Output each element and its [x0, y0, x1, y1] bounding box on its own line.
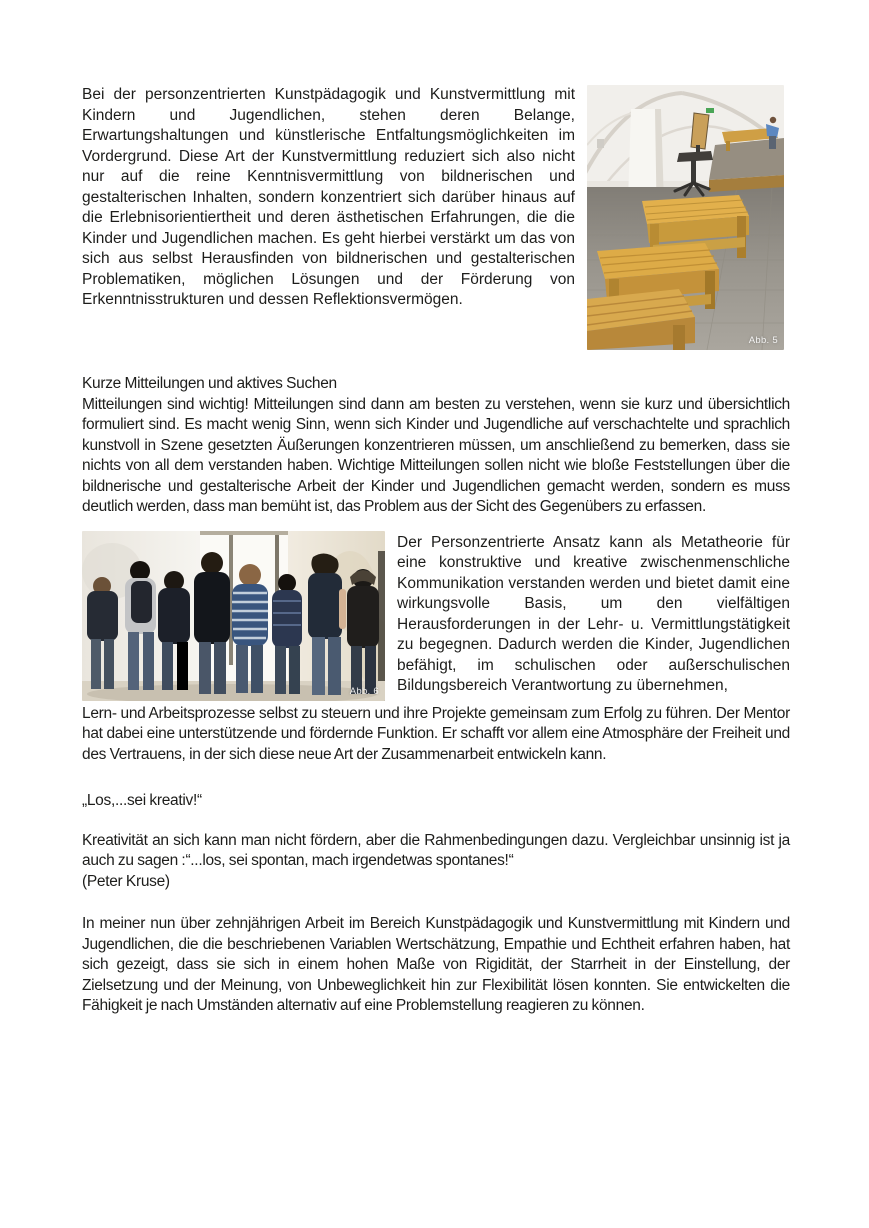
figure-label-abb6: Abb. 6 — [349, 685, 379, 697]
paragraph-intro: Bei der personzentrierten Kunstpädagogik und Kunstvermittlung mit Kindern und Jugendlichen, stehen deren Belange, Erwartungshaltungen und künstlerische Entfaltungsmöglichkeiten im Vordergrund. Diese Art der Kunstvermittlung reduziert sich also nicht nur auf die reine Kenntnisvermittlung von bildnerischen und gestalterischen Inhalten, sondern konzentriert sich darüber hinaus auf die Erlebnisorientiertheit und deren ästhetischen Erfahrungen, die die Kinder und Jugendlichen machen. Es geht hierbei verstärkt um das von sich aus selbst Herausfinden von bildnerischen und gestalterischen Problematiken, möglichen Lösungen und der Förderung von Erkenntnisstrukturen und dessen Reflektionsvermögen. — [82, 86, 575, 308]
photo-children-group-scene — [82, 531, 385, 701]
exit-sign — [706, 108, 714, 113]
pallet-bench-front — [587, 289, 695, 350]
intro-section — [82, 85, 790, 350]
figure-children-group — [82, 531, 385, 701]
paragraph-mitteilungen: Mitteilungen sind wichtig! Mitteilungen sind dann am besten zu verstehen, wenn sie kurz und übersichtlich formuliert sind. Es macht wenig Sinn, wenn sich Kinder und Jugendliche auf verschachtelte und sprachlich kunstvoll in Szene gesetzten Äußerungen konzentrieren müssen, um anschließend zu bemerken, dass sie nichts von all dem verstanden haben. Wichtige Mitteilungen sollen nicht wie bloße Feststellungen über die bildnerische und gestalterische Arbeit der Kinder und Jugendlichen gemacht werden, sondern es muss deutlich werden, dass man bemüht ist, das Problem aus der Sicht des Gegenübers zu erfassen. — [82, 395, 790, 515]
paragraph-kreativitaet: Kreativität an sich kann man nicht fördern, aber die Rahmenbedingungen dazu. Vergleichbar unsinnig ist ja auch zu sagen :“...los, sei spontan, mach irgendetwas spontanes!“ — [82, 831, 790, 869]
figure-pallet-tables — [587, 85, 784, 350]
paragraph-ansatz: Der Personzentrierte Ansatz kann als Metatheorie für eine konstruktive und kreative zwischenmenschliche Kommunikation verstanden werden und bietet damit eine wirkungsvolle Basis, um den vielfältigen Herausforderungen in der Lehr- u. Vermittlungstätigkeit zu begegnen. Dadurch werden die Kinder, Jugendlichen befähigt, im schulischen oder außerschulischen Bildungsbereich Verantwortung zu übernehmen, — [397, 533, 790, 694]
attribution-peter-kruse: (Peter Kruse) — [82, 872, 170, 890]
quote-line: „Los,...sei kreativ!“ — [82, 792, 202, 809]
ansatz-section — [82, 531, 790, 701]
paragraph-ansatz-fortsetzung: Lern- und Arbeitsprozesse selbst zu steuern und ihre Projekte gemeinsam zum Erfolg zu führen. Der Mentor hat dabei eine unterstützende und fördernde Funktion. Er schafft vor allem eine Atmosphäre der Freiheit und des Vertrauens, in der sich diese neue Art der Zusammenarbeit entwickeln kann. — [82, 704, 790, 763]
photo-pallet-tables-scene — [587, 85, 784, 350]
paragraph-schluss: In meiner nun über zehnjährigen Arbeit im Bereich Kunstpädagogik und Kunstvermittlung mit Kindern und Jugendlichen, die die beschriebenen Variablen Wertschätzung, Empathie und Echtheit erfahren haben, hat sich gezeigt, dass sie sich in einem hohen Maße von Rigidität, der Starrheit in der Einstellung, der Zielsetzung und der Meinung, von Unbeweglichkeit hin zur Flexibilität lösen konnten. Sie entwickelten die Fähigkeit je nach Umständen alternativ auf eine Problemstellung reagieren zu können. — [82, 915, 790, 1014]
section-heading: Kurze Mitteilungen und aktives Suchen — [82, 375, 337, 392]
figure-label-abb5: Abb. 5 — [748, 335, 778, 346]
